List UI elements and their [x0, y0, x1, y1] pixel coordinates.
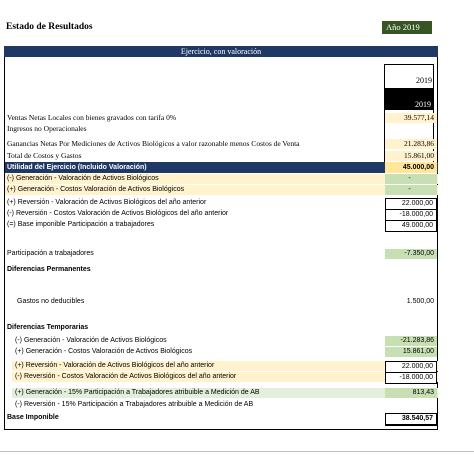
row-label: (+) Reversión - Valoración de Activos Biológicos del año anterior — [7, 199, 207, 206]
row-label: (-) Generación - Valoración de Activos Biológicos — [7, 175, 159, 182]
row-value: -18.000,00 — [385, 372, 437, 384]
row-value: 21.283,86 — [385, 139, 437, 149]
row-reversion-costos — [5, 209, 438, 219]
row-ingresos-no-operacionales — [5, 124, 438, 134]
row-label: Gastos no deducibles — [17, 298, 85, 305]
statement-title: Estado de Resultados — [6, 22, 93, 32]
row-generacion-valoracion — [5, 174, 438, 184]
row-value: 39.577,14 — [385, 113, 437, 123]
row-value: 1.500,00 — [406, 298, 434, 305]
row-label: Utilidad del Ejercicio (Incluido Valoración) — [7, 164, 147, 171]
row-label: Ingresos no Operacionales — [7, 124, 87, 133]
row-value: 45.000,00 — [385, 162, 437, 173]
row-label: Total de Costos y Gastos — [7, 151, 82, 160]
row-value: -7.350,00 — [385, 249, 437, 259]
row-temp-reversion-participacion — [5, 400, 438, 410]
row-label: Participación a trabajadores — [7, 250, 94, 257]
year-badge: Año 2019 — [382, 21, 432, 34]
row-value: 38.540,57 — [385, 413, 437, 426]
row-label: (+) Generación - 15% Participación a Trabajadores atribuible a Medición de AB — [15, 389, 260, 396]
row-gastos-no-deducibles — [5, 297, 438, 307]
row-label: (-) Reversión - Costos Valoración de Activos Biológicos del año anterior — [7, 210, 229, 217]
row-generacion-costos — [5, 185, 438, 195]
row-diferencias-permanentes — [5, 265, 438, 275]
row-diferencias-temporarias — [5, 323, 438, 333]
row-ventas-netas — [5, 113, 438, 123]
row-label: (-) Reversión - 15% Participación a Trabajadores atribuible a Medición de AB — [15, 401, 254, 408]
row-value: 22.000,00 — [385, 198, 437, 210]
page-bottom-border — [0, 451, 474, 452]
row-value: - — [385, 185, 437, 195]
row-value: 15.861,00 — [385, 151, 437, 161]
row-value: - — [385, 174, 437, 184]
row-reversion-valoracion — [5, 198, 438, 208]
row-label: (=) Base imponible Participación a trabajadores — [7, 221, 155, 228]
row-value: 22.000,00 — [385, 361, 437, 373]
column-year-header: 2019 — [384, 88, 434, 110]
row-temp-reversion-valoracion — [12, 361, 438, 371]
row-value: 15.861,00 — [385, 347, 437, 357]
row-label: Ventas Netas Locales con bienes gravados con tarifa 0% — [7, 113, 177, 122]
row-total-costos — [5, 151, 438, 161]
row-label: (+) Generación - Costos Valoración de Activos Biológicos — [7, 186, 185, 193]
row-value: 813,43 — [385, 388, 437, 398]
column-year-label: 2019 — [416, 76, 432, 85]
row-base-imponible — [5, 413, 438, 423]
row-value: -18.000,00 — [385, 209, 437, 221]
row-label: Ganancias Netas Por Mediciones de Activos Biológicos a valor razonable menos Costos de Venta — [7, 139, 300, 148]
row-temp-generacion-participacion — [12, 388, 438, 398]
row-utilidad-ejercicio — [5, 162, 438, 173]
row-temp-generacion-valoracion — [5, 336, 438, 346]
row-value: 49.000,00 — [385, 220, 437, 232]
row-label: Diferencias Temporarias — [7, 324, 89, 331]
section-header: Ejercicio, con valoración — [4, 46, 438, 57]
row-label: (-) Reversión - Costos Valoración de Activos Biológicos del año anterior — [15, 373, 237, 380]
row-temp-generacion-costos — [5, 347, 438, 357]
row-label: (-) Generación - Valoración de Activos Biológicos — [15, 337, 167, 344]
row-label: Base Imponible — [7, 414, 59, 421]
row-value: -21.283,86 — [385, 336, 437, 346]
row-participacion-trabajadores — [5, 249, 438, 259]
row-ganancias-netas — [5, 139, 438, 149]
row-label: (+) Reversión - Valoración de Activos Biológicos del año anterior — [15, 362, 215, 369]
row-temp-reversion-costos — [12, 372, 438, 382]
row-label: (+) Generación - Costos Valoración de Activos Biológicos — [15, 348, 193, 355]
row-label: Diferencias Permanentes — [7, 266, 91, 273]
row-base-participacion — [5, 220, 438, 230]
